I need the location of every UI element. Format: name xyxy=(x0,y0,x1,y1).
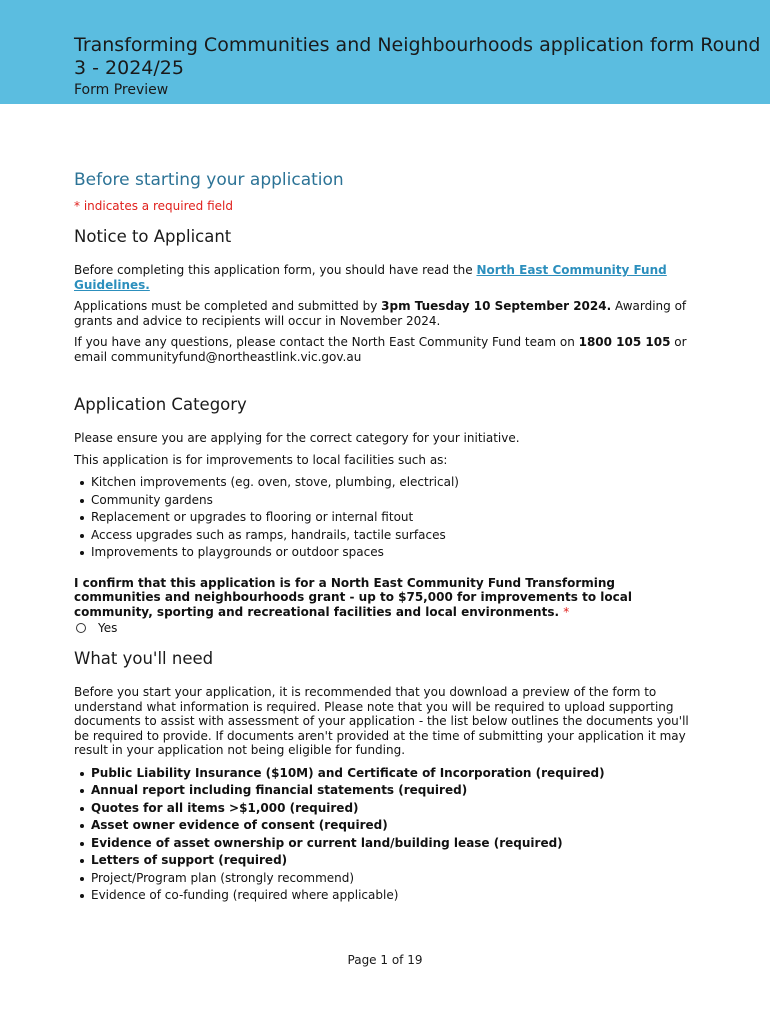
list-item: Improvements to playgrounds or outdoor spaces xyxy=(91,544,694,562)
confirm-question xyxy=(74,576,694,620)
list-item: Evidence of asset ownership or current land/building lease (required) xyxy=(91,835,694,853)
yes-radio-label: Yes xyxy=(98,621,118,635)
phone-number: 1800 105 105 xyxy=(578,335,671,349)
notice-paragraph-3 xyxy=(74,335,694,364)
required-star: * xyxy=(563,604,570,619)
before-heading: Before starting your application xyxy=(74,170,344,190)
list-item: Project/Program plan (strongly recommend) xyxy=(91,870,694,888)
deadline-text: 3pm Tuesday 10 September 2024. xyxy=(381,299,612,313)
form-content xyxy=(74,170,694,905)
notice-paragraph-1 xyxy=(74,263,694,292)
list-item: Access upgrades such as ramps, handrails, tactile surfaces xyxy=(91,527,694,545)
list-item: Community gardens xyxy=(91,492,694,510)
confirm-text: I confirm that this application is for a North East Community Fund Transforming communities and neighbourhoods grant - up to $75,000 for improvements to local community, sporting and recreational facilities and local environments. xyxy=(74,575,632,619)
list-item: Kitchen improvements (eg. oven, stove, plumbing, electrical) xyxy=(91,474,694,492)
category-heading: Application Category xyxy=(74,395,247,414)
category-paragraph-2: This application is for improvements to local facilities such as: xyxy=(74,452,448,467)
notice-p3-text: If you have any questions, please contact the North East Community Fund team on xyxy=(74,335,579,349)
yes-radio-button[interactable] xyxy=(76,623,86,633)
need-heading: What you'll need xyxy=(74,649,214,668)
notice-p2-rest: Awarding of grants and advice to recipients will occur in November 2024. xyxy=(74,299,687,328)
yes-radio-option[interactable] xyxy=(74,621,694,635)
facility-list xyxy=(74,474,694,562)
notice-paragraph-2 xyxy=(74,299,694,328)
notice-p3-rest: or email communityfund@northeastlink.vic.gov.au xyxy=(74,335,687,364)
need-paragraph: Before you start your application, it is recommended that you download a preview of the form to understand what information is required. Please note that you will be required to upload supporting documents to assist with assessment of your application - the list below outlines the documents you'll be required to provide. If documents aren't provided at the time of submitting your application it may result in your application not being eligible for funding. xyxy=(74,685,689,757)
category-paragraph-1: Please ensure you are applying for the correct category for your initiative. xyxy=(74,431,520,445)
list-item: Annual report including financial statements (required) xyxy=(91,782,694,800)
notice-p1-text: Before completing this application form, you should have read the xyxy=(74,263,477,277)
list-item: Quotes for all items >$1,000 (required) xyxy=(91,800,694,818)
list-item: Letters of support (required) xyxy=(91,852,694,870)
notice-heading: Notice to Applicant xyxy=(74,227,232,246)
page-number: Page 1 of 19 xyxy=(347,953,423,967)
list-item: Replacement or upgrades to flooring or internal fitout xyxy=(91,509,694,527)
required-note: * indicates a required field xyxy=(74,199,233,213)
guidelines-link[interactable]: North East Community Fund Guidelines. xyxy=(74,263,667,292)
list-item: Public Liability Insurance ($10M) and Certificate of Incorporation (required) xyxy=(91,765,694,783)
page-header xyxy=(0,0,770,104)
notice-p2-text: Applications must be completed and submitted by xyxy=(74,299,382,313)
list-item: Evidence of co-funding (required where applicable) xyxy=(91,887,694,905)
form-title: Transforming Communities and Neighbourhoods application form Round 3 - 2024/25 xyxy=(74,34,761,79)
documents-list xyxy=(74,765,694,905)
form-subtitle: Form Preview xyxy=(74,82,169,98)
list-item: Asset owner evidence of consent (required) xyxy=(91,817,694,835)
